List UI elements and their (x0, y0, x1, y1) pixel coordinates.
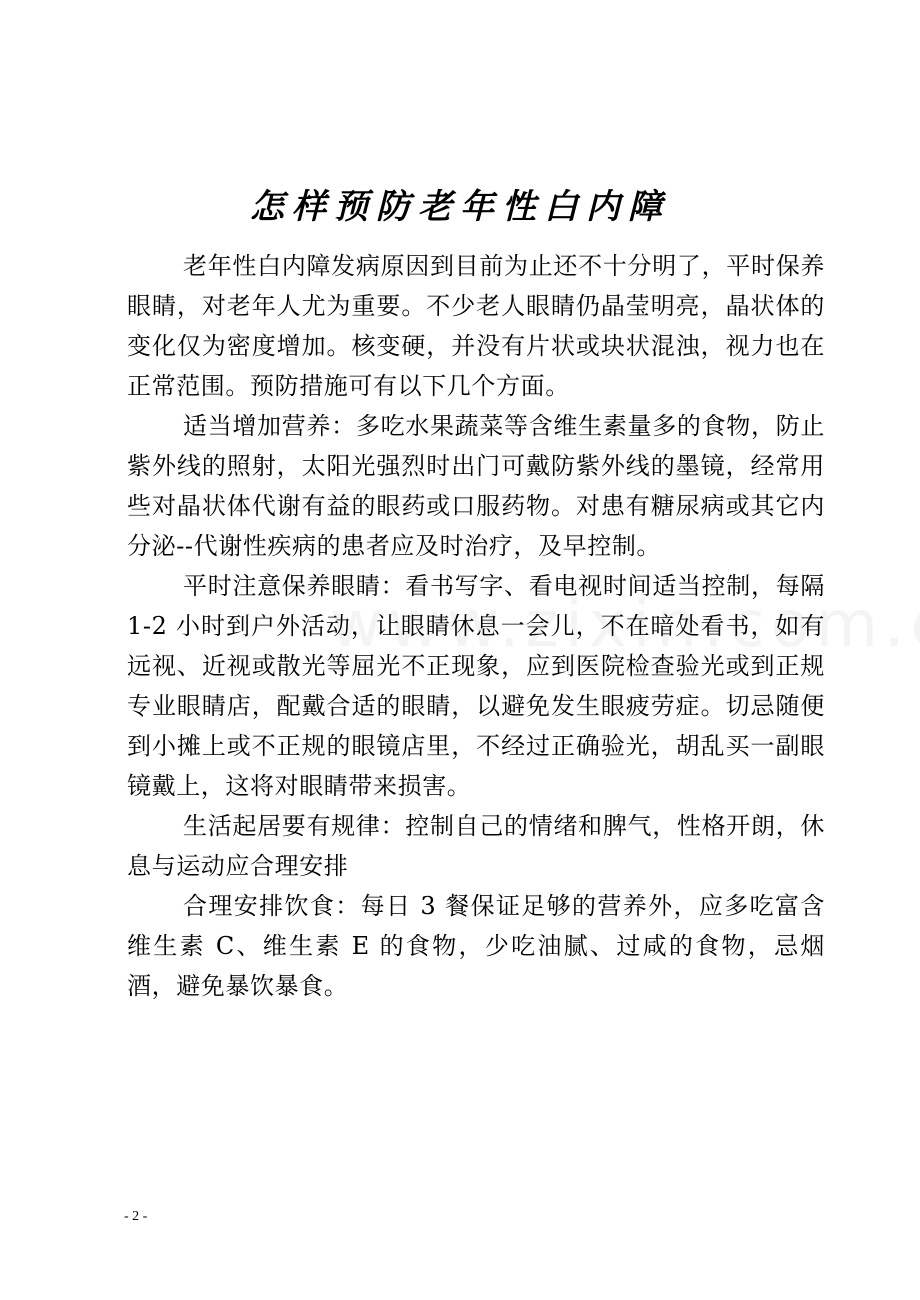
paragraph-nutrition: 适当增加营养：多吃水果蔬菜等含维生素量多的食物，防止紫外线的照射，太阳光强烈时出门可戴防紫外线的墨镜，经常用些对晶状体代谢有益的眼药或口服药物。对患有糖尿病或其它内分泌--代谢性疾病的患者应及时治疗，及早控制。 (127, 412, 825, 560)
paragraph-eye-care: 平时注意保养眼睛：看书写字、看电视时间适当控制，每隔 1-2 小时到户外活动，让眼睛休息一会儿，不在暗处看书，如有远视、近视或散光等屈光不正现象，应到医院检查验光或到正规专业眼睛店，配戴合适的眼睛，以避免发生眼疲劳症。切忌随便到小摊上或不正规的眼镜店里，不经过正确验光，胡乱买一副眼镜戴上，这将对眼睛带来损害。 (127, 572, 825, 800)
paragraph-intro: 老年性白内障发病原因到目前为止还不十分明了，平时保养眼睛，对老年人尤为重要。不少老人眼睛仍晶莹明亮，晶状体的变化仅为密度增加。核变硬，并没有片状或块状混浊，视力也在正常范围。预防措施可有以下几个方面。 (127, 252, 825, 400)
paragraph-diet: 合理安排饮食：每日 3 餐保证足够的营养外，应多吃富含维生素 C、维生素 E 的食物，少吃油腻、过咸的食物，忌烟酒，避免暴饮暴食。 (127, 892, 825, 1000)
document-title: 怎样预防老年性白内障 (250, 186, 670, 227)
document-body (127, 246, 825, 1006)
paragraph-lifestyle: 生活起居要有规律：控制自己的情绪和脾气，性格开朗，休息与运动应合理安排 (127, 812, 825, 880)
page-number: - 2 - (124, 1209, 148, 1224)
